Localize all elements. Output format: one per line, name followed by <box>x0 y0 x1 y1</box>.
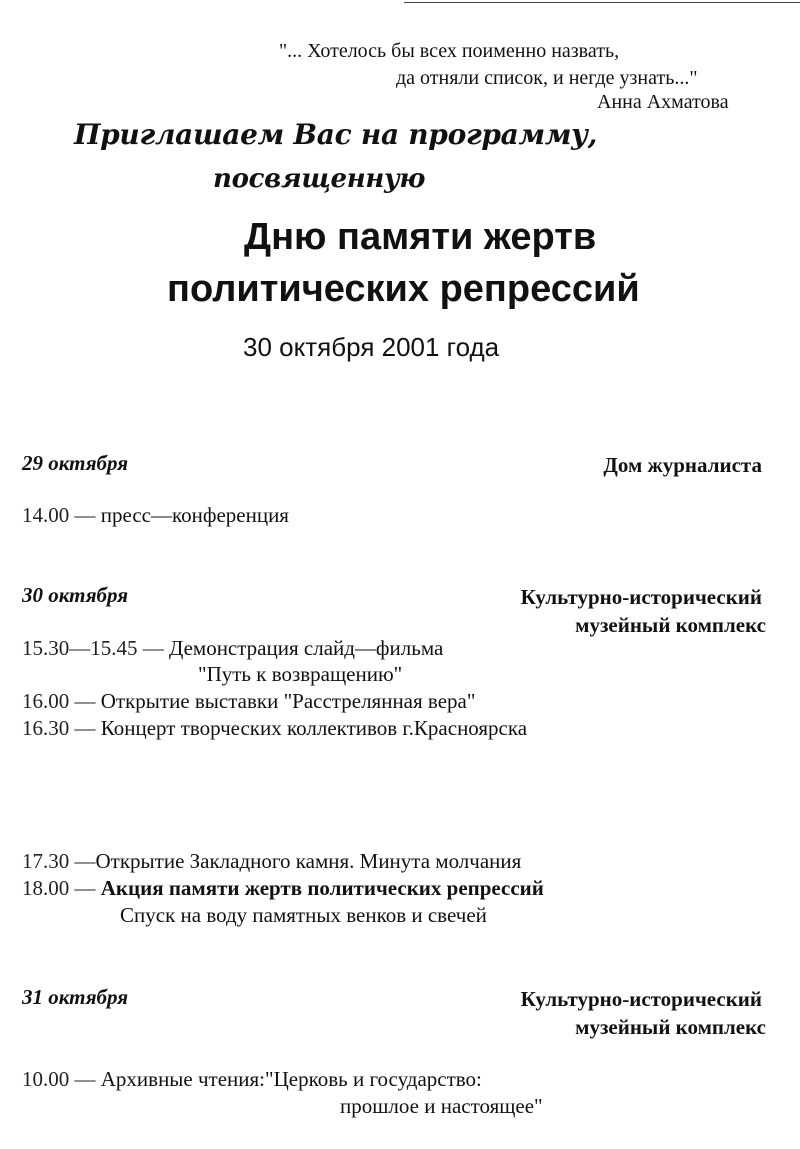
schedule-item <box>22 876 544 901</box>
epigraph-line-1: "... Хотелось бы всех поименно назвать, <box>279 40 620 62</box>
item-text: Открытие Закладного камня. Минута молчания <box>95 849 522 873</box>
invitation-line-1: Приглашаем Вас на программу, <box>74 118 598 151</box>
item-text: пресс—конференция <box>95 503 289 527</box>
item-text: Концерт творческих коллективов г.Красноярска <box>95 716 528 740</box>
schedule-item-continuation: "Путь к возвращению" <box>198 662 403 686</box>
event-date: 30 октября 2001 года <box>243 332 500 362</box>
invitation-line-2: посвященную <box>213 164 426 194</box>
item-time: 17.30 — <box>22 849 96 873</box>
venue-oct30-line-1: Культурно-исторический <box>520 585 762 609</box>
venue-oct29: Дом журналиста <box>603 453 762 477</box>
venue-oct30-line-2: музейный комплекс <box>575 613 766 637</box>
schedule-item <box>22 636 443 661</box>
epigraph-author: Анна Ахматова <box>597 91 729 113</box>
item-time: 14.00 — <box>22 503 96 527</box>
item-time: 18.00 — <box>22 876 96 900</box>
item-text: Акция памяти жертв политических репрессий <box>95 876 544 900</box>
schedule-item <box>22 503 289 528</box>
item-time: 15.30—15.45 — <box>22 636 164 660</box>
page-title-line-1: Дню памяти жертв <box>244 216 597 258</box>
schedule-item <box>22 689 475 714</box>
item-text: Архивные чтения:"Церковь и государство: <box>95 1067 482 1091</box>
item-time: 16.30 — <box>22 716 96 740</box>
day-heading-oct30: 30 октября <box>22 583 129 607</box>
venue-oct31-line-1: Культурно-исторический <box>520 987 762 1011</box>
schedule-item-continuation: Спуск на воду памятных венков и свечей <box>120 903 487 927</box>
schedule-item <box>22 1067 482 1092</box>
top-rule <box>404 2 800 3</box>
venue-oct31-line-2: музейный комплекс <box>575 1015 766 1039</box>
page-title-line-2: политических репрессий <box>167 268 640 310</box>
item-time: 10.00 — <box>22 1067 96 1091</box>
day-heading-oct31: 31 октября <box>22 985 129 1009</box>
day-heading-oct29: 29 октября <box>22 451 129 475</box>
schedule-item <box>22 849 521 874</box>
item-text: Демонстрация слайд—фильма <box>163 636 444 660</box>
item-text: Открытие выставки "Расстрелянная вера" <box>95 689 476 713</box>
epigraph-line-2: да отняли список, и негде узнать..." <box>396 67 698 89</box>
schedule-item <box>22 716 527 741</box>
item-time: 16.00 — <box>22 689 96 713</box>
schedule-item-continuation: прошлое и настоящее" <box>340 1094 543 1118</box>
